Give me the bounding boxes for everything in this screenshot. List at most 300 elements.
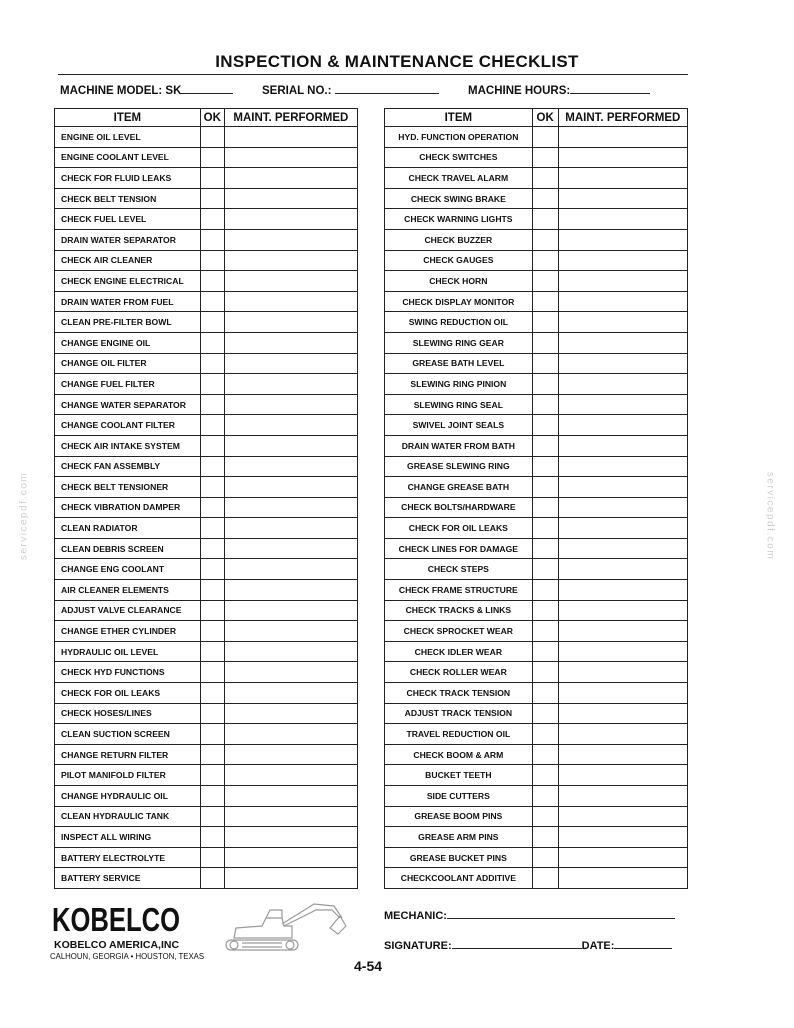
- checklist-item-label: TRAVEL REDUCTION OIL: [385, 724, 533, 745]
- ok-checkbox-cell[interactable]: [200, 374, 224, 395]
- table-row: [55, 332, 358, 353]
- ok-checkbox-cell[interactable]: [532, 786, 558, 807]
- maint-performed-cell[interactable]: [224, 332, 357, 353]
- ok-checkbox-cell[interactable]: [532, 744, 558, 765]
- ok-checkbox-cell[interactable]: [532, 456, 558, 477]
- ok-checkbox-cell[interactable]: [200, 188, 224, 209]
- table-row: [55, 477, 358, 498]
- ok-checkbox-cell[interactable]: [532, 724, 558, 745]
- ok-checkbox-cell[interactable]: [532, 291, 558, 312]
- maint-performed-cell[interactable]: [224, 847, 357, 868]
- excavator-icon: [222, 896, 362, 960]
- title-divider: [58, 74, 688, 75]
- serial-blank[interactable]: [335, 84, 439, 94]
- checklist-item-label: GREASE BOOM PINS: [385, 806, 533, 827]
- ok-checkbox-cell[interactable]: [532, 765, 558, 786]
- checklist-item-label: CHECK IDLER WEAR: [385, 641, 533, 662]
- mechanic-signature-line[interactable]: [447, 910, 675, 919]
- ok-checkbox-cell[interactable]: [200, 435, 224, 456]
- checklist-item-label: CLEAN HYDRAULIC TANK: [55, 806, 201, 827]
- ok-checkbox-cell[interactable]: [532, 332, 558, 353]
- table-row: [385, 477, 688, 498]
- table-row: [385, 538, 688, 559]
- ok-checkbox-cell[interactable]: [532, 806, 558, 827]
- ok-checkbox-cell[interactable]: [200, 229, 224, 250]
- maint-performed-cell[interactable]: [558, 580, 687, 601]
- ok-checkbox-cell[interactable]: [200, 786, 224, 807]
- maint-performed-cell[interactable]: [558, 600, 687, 621]
- mechanic-field[interactable]: [384, 910, 675, 922]
- table-row: [55, 827, 358, 848]
- table-row: [55, 168, 358, 189]
- maint-performed-cell[interactable]: [224, 127, 357, 148]
- table-row: [385, 271, 688, 292]
- maint-performed-cell[interactable]: [558, 209, 687, 230]
- ok-checkbox-cell[interactable]: [200, 127, 224, 148]
- maint-performed-cell[interactable]: [224, 518, 357, 539]
- maint-performed-cell[interactable]: [558, 271, 687, 292]
- checklist-item-label: INSPECT ALL WIRING: [55, 827, 201, 848]
- logo-text: KOBELCO: [52, 901, 180, 938]
- maint-performed-cell[interactable]: [224, 641, 357, 662]
- checklist-item-label: CHECK GAUGES: [385, 250, 533, 271]
- ok-checkbox-cell[interactable]: [200, 847, 224, 868]
- ok-column-header: OK: [200, 109, 224, 127]
- serial-label: SERIAL NO.:: [262, 85, 332, 97]
- maint-performed-cell[interactable]: [558, 621, 687, 642]
- company-name: KOBELCO AMERICA,INC: [54, 939, 180, 951]
- maint-performed-cell[interactable]: [558, 641, 687, 662]
- maint-performed-cell[interactable]: [224, 374, 357, 395]
- ok-checkbox-cell[interactable]: [532, 847, 558, 868]
- ok-checkbox-cell[interactable]: [200, 703, 224, 724]
- maint-performed-cell[interactable]: [224, 435, 357, 456]
- item-column-header: ITEM: [55, 109, 201, 127]
- maint-performed-cell[interactable]: [224, 765, 357, 786]
- ok-checkbox-cell[interactable]: [200, 765, 224, 786]
- ok-checkbox-cell[interactable]: [532, 477, 558, 498]
- ok-checkbox-cell[interactable]: [532, 538, 558, 559]
- kobelco-logo: [52, 900, 204, 961]
- table-row: [385, 765, 688, 786]
- table-row: [55, 127, 358, 148]
- machine-model-blank[interactable]: [181, 84, 233, 94]
- checklist-item-label: CHECK FOR FLUID LEAKS: [55, 168, 201, 189]
- maint-performed-cell[interactable]: [224, 291, 357, 312]
- right-checklist-body: [385, 127, 688, 889]
- maint-performed-cell[interactable]: [558, 127, 687, 148]
- table-row: [55, 580, 358, 601]
- ok-checkbox-cell[interactable]: [532, 271, 558, 292]
- ok-checkbox-cell[interactable]: [200, 415, 224, 436]
- ok-checkbox-cell[interactable]: [532, 559, 558, 580]
- table-row: [55, 374, 358, 395]
- maint-performed-cell[interactable]: [224, 580, 357, 601]
- checklist-item-label: CHECK BUZZER: [385, 229, 533, 250]
- maint-performed-cell[interactable]: [224, 271, 357, 292]
- ok-checkbox-cell[interactable]: [532, 127, 558, 148]
- table-row: [385, 724, 688, 745]
- table-row: [385, 518, 688, 539]
- maint-performed-cell[interactable]: [224, 168, 357, 189]
- watermark-left: servicepdf.com: [18, 471, 30, 561]
- ok-checkbox-cell[interactable]: [532, 827, 558, 848]
- signature-label: SIGNATURE:: [384, 940, 452, 952]
- checklist-item-label: CHECKCOOLANT ADDITIVE: [385, 868, 533, 889]
- ok-checkbox-cell[interactable]: [200, 394, 224, 415]
- mechanic-label: MECHANIC:: [384, 910, 447, 922]
- checklist-item-label: CHECK FOR OIL LEAKS: [385, 518, 533, 539]
- ok-checkbox-cell[interactable]: [532, 188, 558, 209]
- ok-checkbox-cell[interactable]: [532, 497, 558, 518]
- machine-model-field[interactable]: [60, 84, 233, 97]
- table-row: [385, 229, 688, 250]
- ok-checkbox-cell[interactable]: [532, 683, 558, 704]
- checklist-item-label: CHECK STEPS: [385, 559, 533, 580]
- checklist-item-label: CLEAN SUCTION SCREEN: [55, 724, 201, 745]
- table-row: [385, 332, 688, 353]
- maint-performed-cell[interactable]: [224, 188, 357, 209]
- maint-performed-cell[interactable]: [224, 353, 357, 374]
- checklist-item-label: ENGINE OIL LEVEL: [55, 127, 201, 148]
- machine-model-label: MACHINE MODEL: SK: [60, 85, 182, 97]
- checklist-item-label: CHECK WARNING LIGHTS: [385, 209, 533, 230]
- table-row: [385, 312, 688, 333]
- maint-performed-cell[interactable]: [558, 724, 687, 745]
- table-row: [55, 621, 358, 642]
- maint-performed-cell[interactable]: [558, 662, 687, 683]
- table-row: [55, 538, 358, 559]
- checklist-item-label: CHECK ENGINE ELECTRICAL: [55, 271, 201, 292]
- maint-performed-cell[interactable]: [558, 538, 687, 559]
- checklist-item-label: BATTERY ELECTROLYTE: [55, 847, 201, 868]
- table-row: [55, 786, 358, 807]
- maint-performed-cell[interactable]: [558, 168, 687, 189]
- table-row: [385, 600, 688, 621]
- table-row: [385, 641, 688, 662]
- table-row: [385, 435, 688, 456]
- maint-performed-cell[interactable]: [558, 456, 687, 477]
- maint-performed-cell[interactable]: [224, 229, 357, 250]
- maint-performed-cell[interactable]: [558, 827, 687, 848]
- maint-performed-cell[interactable]: [558, 188, 687, 209]
- maint-performed-cell[interactable]: [224, 559, 357, 580]
- table-row: [385, 744, 688, 765]
- ok-checkbox-cell[interactable]: [200, 353, 224, 374]
- maint-performed-cell[interactable]: [224, 477, 357, 498]
- table-row: [55, 497, 358, 518]
- checklist-item-label: CHECK HYD FUNCTIONS: [55, 662, 201, 683]
- maint-performed-cell[interactable]: [224, 744, 357, 765]
- maint-performed-cell[interactable]: [224, 662, 357, 683]
- ok-checkbox-cell[interactable]: [532, 641, 558, 662]
- checklist-item-label: CHANGE HYDRAULIC OIL: [55, 786, 201, 807]
- ok-checkbox-cell[interactable]: [532, 374, 558, 395]
- table-row: [385, 703, 688, 724]
- ok-checkbox-cell[interactable]: [200, 456, 224, 477]
- watermark-right: servicepdf.com: [764, 471, 776, 561]
- maint-performed-cell[interactable]: [558, 497, 687, 518]
- page-number: 4-54: [354, 958, 383, 974]
- table-row: [55, 868, 358, 889]
- ok-checkbox-cell[interactable]: [200, 312, 224, 333]
- table-row: [385, 786, 688, 807]
- checklist-item-label: ADJUST TRACK TENSION: [385, 703, 533, 724]
- ok-checkbox-cell[interactable]: [532, 147, 558, 168]
- maint-performed-cell[interactable]: [558, 806, 687, 827]
- table-row: [55, 271, 358, 292]
- maint-performed-cell[interactable]: [224, 497, 357, 518]
- table-row: [55, 724, 358, 745]
- ok-checkbox-cell[interactable]: [200, 477, 224, 498]
- table-row: [385, 168, 688, 189]
- ok-checkbox-cell[interactable]: [200, 168, 224, 189]
- maint-performed-cell[interactable]: [558, 559, 687, 580]
- table-row: [385, 827, 688, 848]
- table-row: [385, 415, 688, 436]
- maint-performed-cell[interactable]: [224, 703, 357, 724]
- table-row: [55, 847, 358, 868]
- maint-performed-cell[interactable]: [224, 724, 357, 745]
- ok-checkbox-cell[interactable]: [532, 353, 558, 374]
- maint-performed-cell[interactable]: [558, 353, 687, 374]
- maint-performed-cell[interactable]: [558, 394, 687, 415]
- checklist-item-label: CHANGE COOLANT FILTER: [55, 415, 201, 436]
- machine-hours-blank[interactable]: [570, 84, 650, 94]
- ok-checkbox-cell[interactable]: [532, 580, 558, 601]
- maint-performed-cell[interactable]: [224, 868, 357, 889]
- maint-performed-cell[interactable]: [558, 477, 687, 498]
- table-row: [385, 456, 688, 477]
- checklist-item-label: GREASE BUCKET PINS: [385, 847, 533, 868]
- ok-checkbox-cell[interactable]: [200, 518, 224, 539]
- maint-performed-cell[interactable]: [224, 456, 357, 477]
- ok-checkbox-cell[interactable]: [200, 332, 224, 353]
- maint-performed-cell[interactable]: [558, 744, 687, 765]
- maint-performed-cell[interactable]: [558, 786, 687, 807]
- ok-checkbox-cell[interactable]: [532, 435, 558, 456]
- ok-checkbox-cell[interactable]: [200, 271, 224, 292]
- checklist-item-label: CHECK TRACK TENSION: [385, 683, 533, 704]
- checklist-item-label: CHECK AIR INTAKE SYSTEM: [55, 435, 201, 456]
- table-row: [385, 621, 688, 642]
- maint-column-header: MAINT. PERFORMED: [558, 109, 687, 127]
- maint-performed-cell[interactable]: [558, 868, 687, 889]
- checklist-item-label: CHECK LINES FOR DAMAGE: [385, 538, 533, 559]
- checklist-item-label: CHANGE WATER SEPARATOR: [55, 394, 201, 415]
- ok-checkbox-cell[interactable]: [200, 209, 224, 230]
- ok-checkbox-cell[interactable]: [200, 538, 224, 559]
- checklist-item-label: SWIVEL JOINT SEALS: [385, 415, 533, 436]
- ok-checkbox-cell[interactable]: [200, 291, 224, 312]
- ok-checkbox-cell[interactable]: [200, 559, 224, 580]
- ok-checkbox-cell[interactable]: [532, 250, 558, 271]
- checklist-item-label: CHECK ROLLER WEAR: [385, 662, 533, 683]
- maint-performed-cell[interactable]: [224, 683, 357, 704]
- checklist-item-label: PILOT MANIFOLD FILTER: [55, 765, 201, 786]
- table-row: [55, 147, 358, 168]
- maint-column-header: MAINT. PERFORMED: [224, 109, 357, 127]
- maint-performed-cell[interactable]: [224, 806, 357, 827]
- serial-field[interactable]: [262, 84, 439, 97]
- checklist-item-label: CHANGE ETHER CYLINDER: [55, 621, 201, 642]
- maint-performed-cell[interactable]: [558, 312, 687, 333]
- machine-hours-label: MACHINE HOURS:: [468, 85, 571, 97]
- maint-performed-cell[interactable]: [558, 518, 687, 539]
- ok-checkbox-cell[interactable]: [532, 168, 558, 189]
- ok-checkbox-cell[interactable]: [200, 580, 224, 601]
- checklist-item-label: HYDRAULIC OIL LEVEL: [55, 641, 201, 662]
- maint-performed-cell[interactable]: [224, 600, 357, 621]
- checklist-item-label: CHECK FAN ASSEMBLY: [55, 456, 201, 477]
- maint-performed-cell[interactable]: [224, 250, 357, 271]
- checklist-item-label: SLEWING RING PINION: [385, 374, 533, 395]
- left-checklist-body: [55, 127, 358, 889]
- maint-performed-cell[interactable]: [224, 415, 357, 436]
- ok-checkbox-cell[interactable]: [200, 662, 224, 683]
- maint-performed-cell[interactable]: [558, 847, 687, 868]
- ok-checkbox-cell[interactable]: [532, 703, 558, 724]
- table-row: [55, 641, 358, 662]
- table-row: [385, 559, 688, 580]
- ok-checkbox-cell[interactable]: [532, 394, 558, 415]
- maint-performed-cell[interactable]: [224, 786, 357, 807]
- maint-performed-cell[interactable]: [224, 147, 357, 168]
- table-row: [55, 229, 358, 250]
- company-address: CALHOUN, GEORGIA • HOUSTON, TEXAS: [50, 952, 205, 961]
- maint-performed-cell[interactable]: [224, 394, 357, 415]
- maint-performed-cell[interactable]: [558, 703, 687, 724]
- ok-checkbox-cell[interactable]: [200, 744, 224, 765]
- table-row: [55, 312, 358, 333]
- table-header-row: [385, 109, 688, 127]
- machine-hours-field[interactable]: [468, 84, 650, 97]
- table-row: [385, 374, 688, 395]
- table-header-row: [55, 109, 358, 127]
- maint-performed-cell[interactable]: [558, 291, 687, 312]
- ok-checkbox-cell[interactable]: [200, 621, 224, 642]
- checklist-item-label: GREASE BATH LEVEL: [385, 353, 533, 374]
- checklist-item-label: BUCKET TEETH: [385, 765, 533, 786]
- ok-checkbox-cell[interactable]: [200, 806, 224, 827]
- checklist-item-label: AIR CLEANER ELEMENTS: [55, 580, 201, 601]
- ok-checkbox-cell[interactable]: [200, 641, 224, 662]
- maint-performed-cell[interactable]: [224, 312, 357, 333]
- ok-column-header: OK: [532, 109, 558, 127]
- table-row: [55, 744, 358, 765]
- ok-checkbox-cell[interactable]: [532, 621, 558, 642]
- checklist-item-label: DRAIN WATER SEPARATOR: [55, 229, 201, 250]
- checklist-item-label: CLEAN RADIATOR: [55, 518, 201, 539]
- checklist-item-label: SLEWING RING GEAR: [385, 332, 533, 353]
- checklist-item-label: CHECK BOLTS/HARDWARE: [385, 497, 533, 518]
- ok-checkbox-cell[interactable]: [200, 724, 224, 745]
- maint-performed-cell[interactable]: [558, 765, 687, 786]
- checklist-item-label: CHANGE GREASE BATH: [385, 477, 533, 498]
- table-row: [385, 662, 688, 683]
- table-row: [55, 518, 358, 539]
- checklist-item-label: GREASE ARM PINS: [385, 827, 533, 848]
- checklist-item-label: CHECK VIBRATION DAMPER: [55, 497, 201, 518]
- checklist-item-label: CHECK HORN: [385, 271, 533, 292]
- maint-performed-cell[interactable]: [224, 827, 357, 848]
- table-row: [55, 559, 358, 580]
- maint-performed-cell[interactable]: [558, 435, 687, 456]
- table-row: [385, 188, 688, 209]
- ok-checkbox-cell[interactable]: [532, 229, 558, 250]
- checklist-item-label: CHECK BELT TENSIONER: [55, 477, 201, 498]
- kobelco-wordmark: [52, 900, 184, 936]
- maint-performed-cell[interactable]: [558, 415, 687, 436]
- table-row: [55, 765, 358, 786]
- page-title: INSPECTION & MAINTENANCE CHECKLIST: [215, 52, 579, 71]
- maint-performed-cell[interactable]: [224, 209, 357, 230]
- checklist-item-label: CHECK FUEL LEVEL: [55, 209, 201, 230]
- ok-checkbox-cell[interactable]: [200, 497, 224, 518]
- checklist-item-label: GREASE SLEWING RING: [385, 456, 533, 477]
- left-checklist-table: [54, 108, 358, 889]
- checklist-item-label: CHECK FOR OIL LEAKS: [55, 683, 201, 704]
- ok-checkbox-cell[interactable]: [200, 827, 224, 848]
- checklist-item-label: CHECK SWITCHES: [385, 147, 533, 168]
- ok-checkbox-cell[interactable]: [532, 868, 558, 889]
- ok-checkbox-cell[interactable]: [200, 683, 224, 704]
- table-row: [385, 580, 688, 601]
- maint-performed-cell[interactable]: [558, 147, 687, 168]
- checklist-item-label: SWING REDUCTION OIL: [385, 312, 533, 333]
- ok-checkbox-cell[interactable]: [532, 415, 558, 436]
- checklist-item-label: CHECK BELT TENSION: [55, 188, 201, 209]
- ok-checkbox-cell[interactable]: [200, 868, 224, 889]
- ok-checkbox-cell[interactable]: [200, 250, 224, 271]
- table-row: [55, 250, 358, 271]
- table-row: [385, 291, 688, 312]
- ok-checkbox-cell[interactable]: [532, 518, 558, 539]
- checklist-item-label: CLEAN DEBRIS SCREEN: [55, 538, 201, 559]
- table-row: [385, 147, 688, 168]
- maint-performed-cell[interactable]: [558, 374, 687, 395]
- checklist-item-label: CLEAN PRE-FILTER BOWL: [55, 312, 201, 333]
- ok-checkbox-cell[interactable]: [200, 600, 224, 621]
- ok-checkbox-cell[interactable]: [532, 600, 558, 621]
- ok-checkbox-cell[interactable]: [532, 209, 558, 230]
- maint-performed-cell[interactable]: [224, 621, 357, 642]
- signature-line[interactable]: [452, 940, 582, 949]
- checklist-item-label: CHECK AIR CLEANER: [55, 250, 201, 271]
- table-row: [55, 600, 358, 621]
- maint-performed-cell[interactable]: [558, 250, 687, 271]
- maint-performed-cell[interactable]: [224, 538, 357, 559]
- ok-checkbox-cell[interactable]: [532, 312, 558, 333]
- ok-checkbox-cell[interactable]: [532, 662, 558, 683]
- checklist-item-label: DRAIN WATER FROM FUEL: [55, 291, 201, 312]
- table-row: [385, 353, 688, 374]
- date-line[interactable]: [614, 940, 672, 949]
- ok-checkbox-cell[interactable]: [200, 147, 224, 168]
- signature-field[interactable]: [384, 940, 672, 952]
- checklist-item-label: HYD. FUNCTION OPERATION: [385, 127, 533, 148]
- maint-performed-cell[interactable]: [558, 229, 687, 250]
- checklist-item-label: CHECK BOOM & ARM: [385, 744, 533, 765]
- maint-performed-cell[interactable]: [558, 332, 687, 353]
- checklist-item-label: ENGINE COOLANT LEVEL: [55, 147, 201, 168]
- table-row: [55, 188, 358, 209]
- checklist-item-label: CHANGE FUEL FILTER: [55, 374, 201, 395]
- table-row: [55, 353, 358, 374]
- maint-performed-cell[interactable]: [558, 683, 687, 704]
- checklist-item-label: SIDE CUTTERS: [385, 786, 533, 807]
- checklist-item-label: SLEWING RING SEAL: [385, 394, 533, 415]
